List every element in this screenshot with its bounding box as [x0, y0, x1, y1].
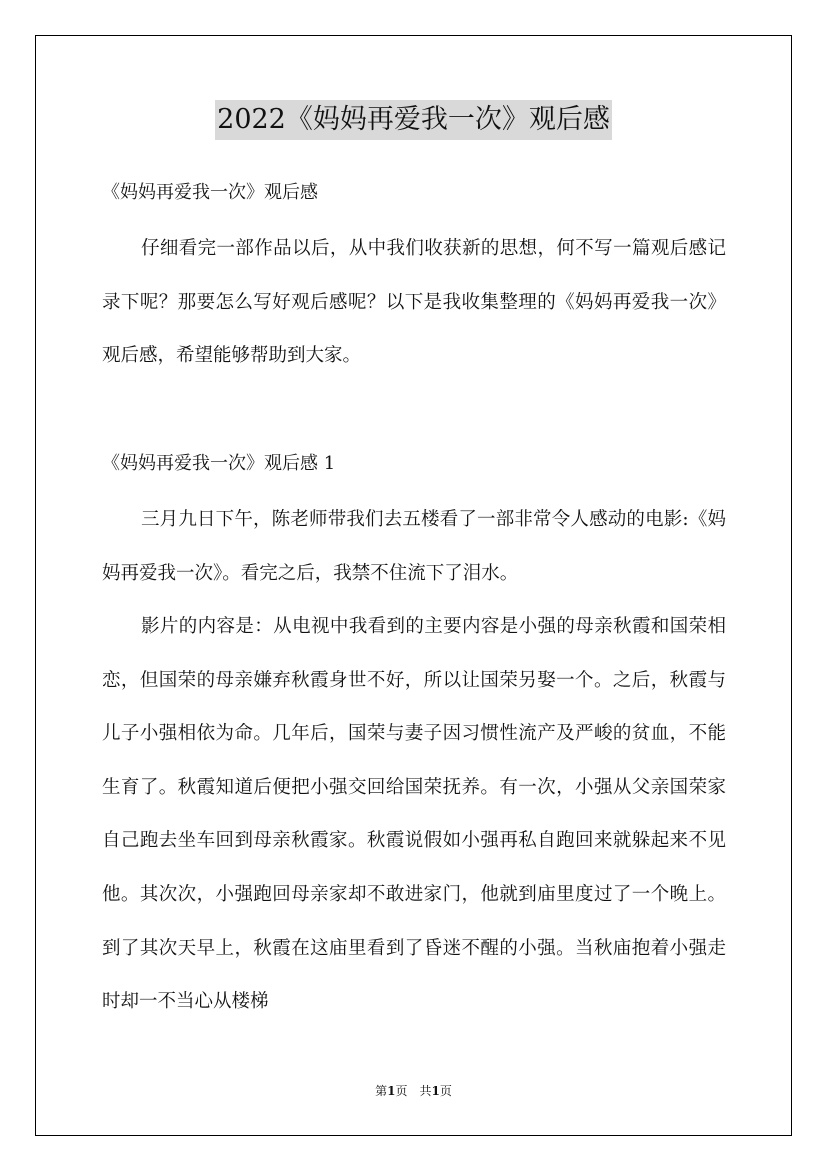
body-paragraph: 影片的内容是：从电视中我看到的主要内容是小强的母亲秋霞和国荣相恋，但国荣的母亲嫌弃秋霞身世不好，所以让国荣另娶一个。之后，秋霞与儿子小强相依为命。几年后，国荣与妻子因习惯性流产及严峻的贫血，不能生育了。秋霞知道后便把小强交回给国荣抚养。有一次，小强从父亲国荣家自己跑去坐车回到母亲秋霞家。秋霞说假如小强再私自跑回来就躲起来不见他。其次次，小强跑回母亲家却不敢进家门，他就到庙里度过了一个晚上。到了其次天早上，秋霞在这庙里看到了昏迷不醒的小强。当秋庙抱着小强走时却一不当心从楼梯	[102, 616, 726, 1013]
footer-page-current: 1	[387, 1084, 396, 1098]
footer-page-prefix: 第	[375, 1084, 388, 1098]
footer-page-total: 1	[431, 1084, 440, 1098]
page-footer	[0, 1082, 827, 1100]
footer-page-suffix: 页	[439, 1084, 452, 1098]
document-subtitle: 《妈妈再爱我一次》观后感	[102, 182, 318, 203]
body-paragraph: 三月九日下午，陈老师带我们去五楼看了一部非常令人感动的电影:《妈妈再爱我一次》。看完之后，我禁不住流下了泪水。	[102, 509, 726, 584]
section-heading: 《妈妈再爱我一次》观后感 1	[102, 453, 336, 474]
footer-page-mid: 页 共	[395, 1084, 432, 1098]
intro-paragraph: 仔细看完一部作品以后，从中我们收获新的思想，何不写一篇观后感记录下呢？那要怎么写好观后感呢？以下是我收集整理的《妈妈再爱我一次》观后感，希望能够帮助到大家。	[102, 238, 726, 367]
title-container	[0, 100, 827, 140]
document-title: 2022《妈妈再爱我一次》观后感	[215, 100, 612, 140]
